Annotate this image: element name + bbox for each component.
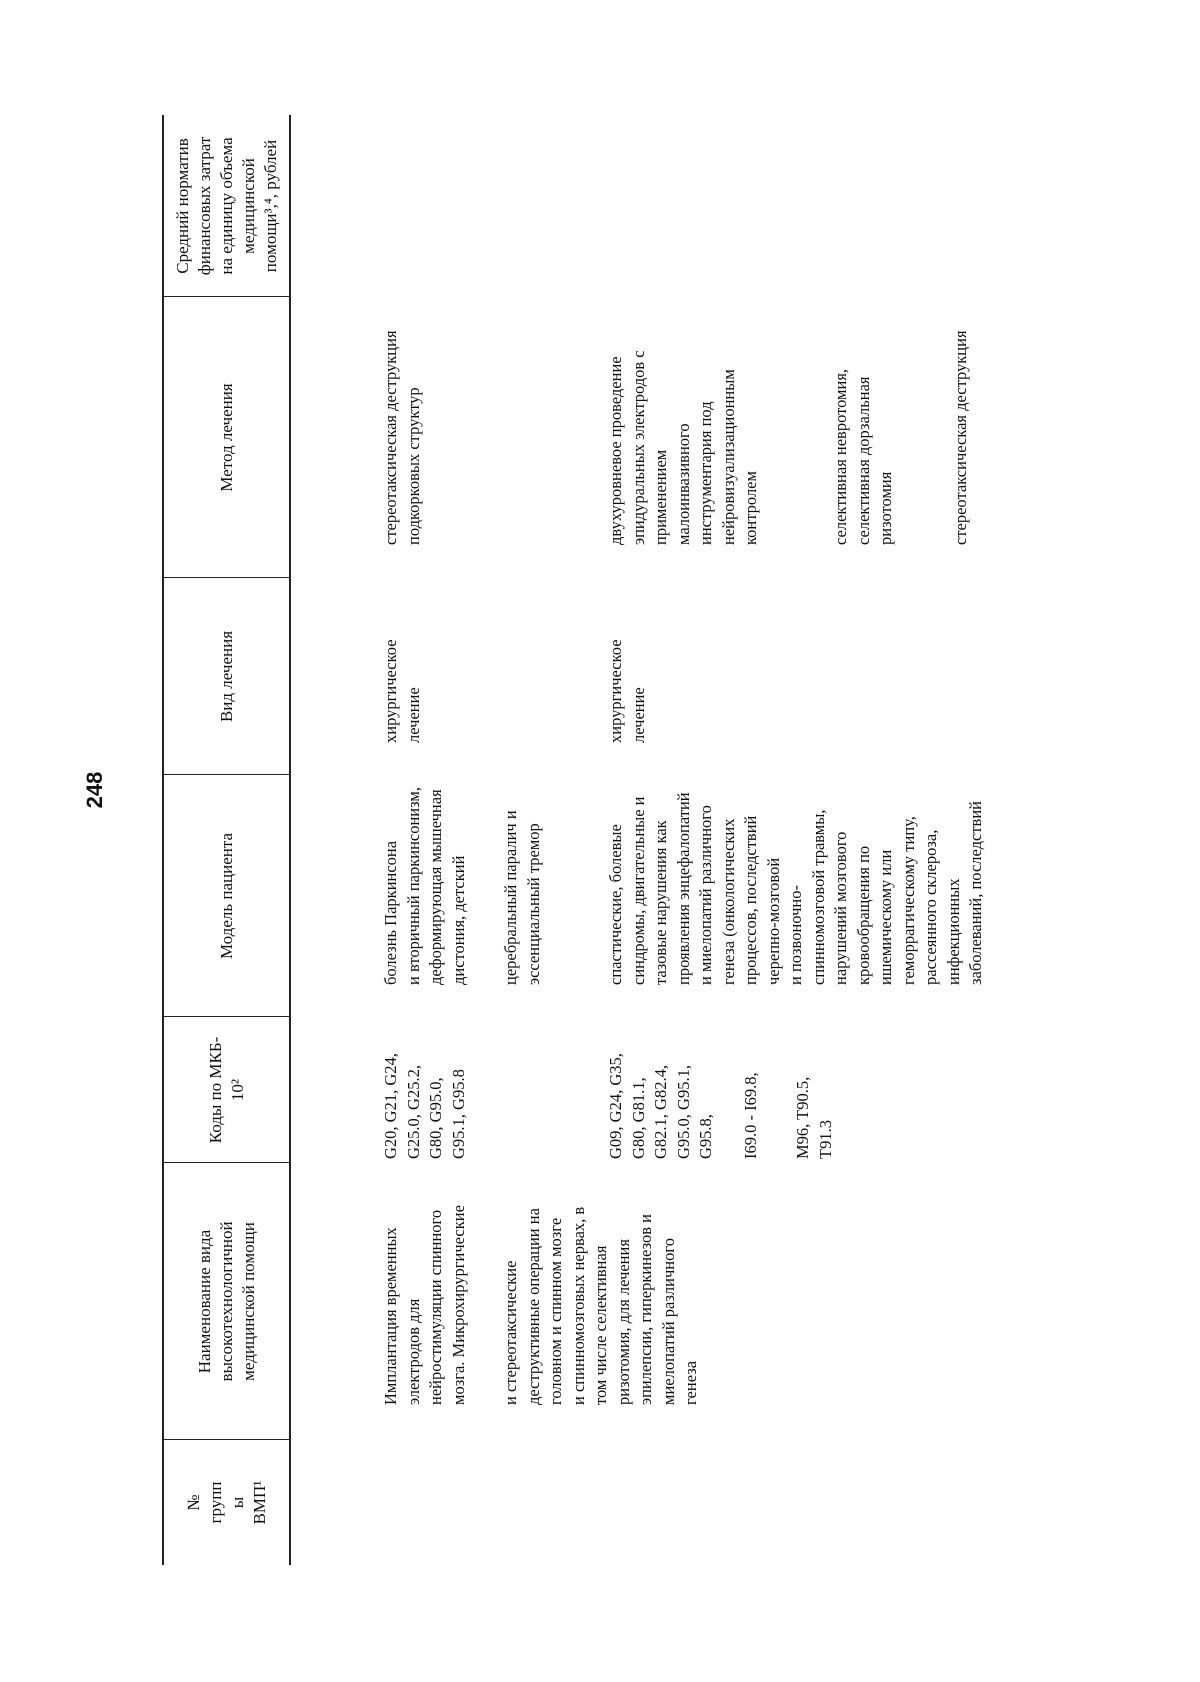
row1-patient-model-b: церебральный паралич и эссенциальный тремор xyxy=(501,810,543,985)
page-number: 248 xyxy=(82,771,107,809)
header-group-number: № групп ы ВМП¹ xyxy=(184,1480,269,1525)
rotated-table xyxy=(160,115,985,1565)
header-icd-codes: Коды по МКБ- 10² xyxy=(206,1036,247,1144)
row1-patient-model-a: болезнь Паркинсона и вторичный паркинсонизм, деформирующая мышечная дистония, детский xyxy=(381,787,468,985)
row2-treatment-method-b: селективная невротомия, селективная дорзальная ризотомия xyxy=(831,368,895,545)
header-treatment-method: Метод лечения xyxy=(217,383,236,492)
table-top-rule xyxy=(162,115,164,1565)
row2-treatment-method-a: двухуровневое проведение эпидуральных электродов с применением малоинвазивного инструментария под нейровизуализационным контролем xyxy=(606,350,760,545)
row2-icd-codes-b: I69.0 - I69.8, xyxy=(741,1072,760,1159)
header-average-cost: Средний норматив финансовых затрат на единицу объема медицинской помощи³,⁴, рублей xyxy=(173,136,280,276)
row1-treatment-type: хирургическое лечение xyxy=(381,639,423,743)
header-care-type-name: Наименование вида высокотехнологичной медицинской помощи xyxy=(195,1221,258,1382)
care-type-name-part-1: Имплантация временных электродов для нейростимуляции спинного мозга. Микрохирургические xyxy=(381,1205,468,1405)
row1-icd-codes: G20, G21, G24, G25.0, G25.2, G80, G95.0, G95.1, G95.8 xyxy=(381,1053,468,1159)
row2-icd-codes-c: M96, T90.5, T91.3 xyxy=(793,1076,835,1159)
row2-treatment-method-c: стереотаксическая деструкция xyxy=(951,330,970,545)
row1-treatment-method: стереотаксическая деструкция подкорковых структур xyxy=(381,330,423,545)
row2-patient-model: спастические, болевые синдромы, двигательные и тазовые нарушения как проявления энцефалопатий и миелопатий различного генеза (онкологических процессов, последствий черепно-мозговой и позвоночно- спинномозговой травмы, нарушений мозгового кровообращения по ишемическому или геморрагическому типу, рассеянного склероза, инфекционных заболеваний, последствий xyxy=(606,792,985,985)
header-treatment-type: Вид лечения xyxy=(217,630,236,723)
header-patient-model: Модель пациента xyxy=(217,832,236,960)
care-type-name-part-2: и стереотаксические деструктивные операции на головном и спинном мозге и спинномозговых нервах, в том числе селективная ризотомия, для лечения эпилепсии, гиперкинезов и миелопатий различного генеза xyxy=(501,1206,700,1405)
row2-icd-codes-a: G09, G24, G35, G80, G81.1, G82.1, G82.4, G95.0, G95.1, G95.8, xyxy=(606,1053,715,1159)
row2-treatment-type: хирургическое лечение xyxy=(606,639,648,743)
table-header-rule xyxy=(289,115,291,1565)
